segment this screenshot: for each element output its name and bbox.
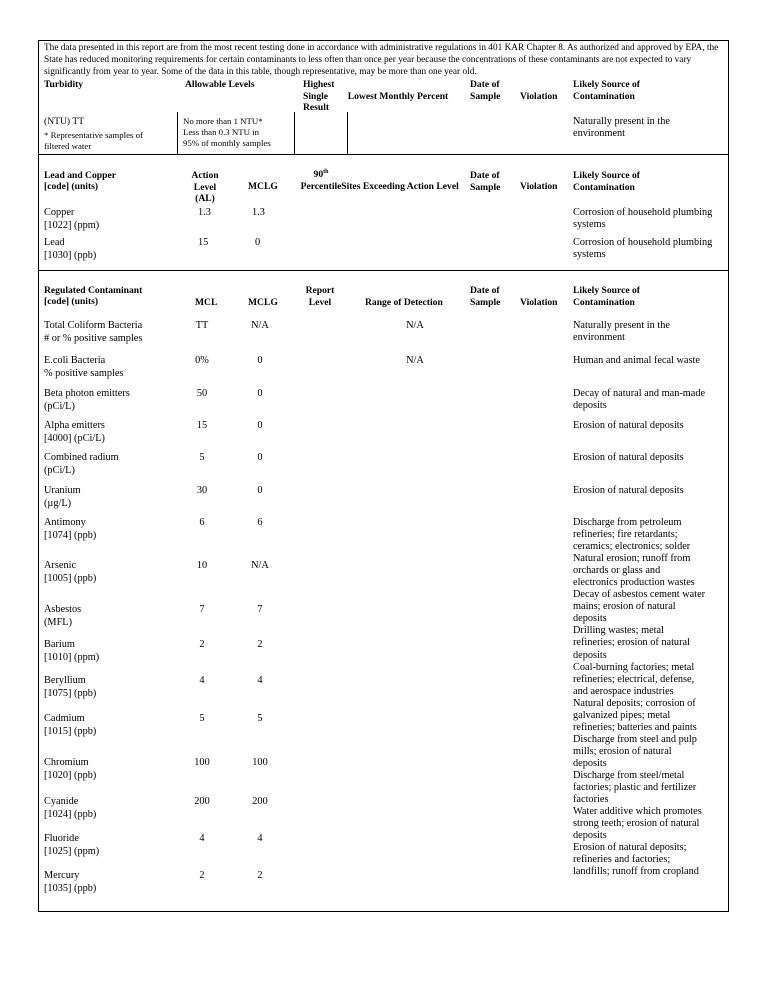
row-contaminant-name: Total Coliform Bacteria: [44, 320, 143, 331]
lc-copper-name-2: [1022] (ppm): [44, 220, 100, 231]
row-mclg: 0: [257, 388, 263, 399]
source-line: deposits: [573, 649, 607, 661]
row-source: Erosion of natural deposits: [573, 485, 684, 496]
source-line: Discharge from steel/metal: [573, 769, 685, 781]
row-contaminant-name: Fluoride: [44, 833, 79, 844]
row-contaminant-code: % positive samples: [44, 368, 124, 379]
row-mcl: 6: [199, 517, 205, 528]
lc-lead-source: Corrosion of household plumbing systems: [573, 237, 713, 261]
row-mcl: 4: [199, 833, 205, 844]
row-contaminant-name: E.coli Bacteria: [44, 355, 106, 366]
row-contaminant-code: [1074] (ppb): [44, 530, 97, 541]
row-mclg: 4: [257, 833, 263, 844]
source-line: landfills; runoff from cropland: [573, 866, 699, 878]
row-contaminant-name: Antimony: [44, 517, 86, 528]
row-source: Naturally present in the environment: [573, 320, 670, 344]
row-mcl: 5: [199, 713, 205, 724]
lc-copper-mclg: 1.3: [252, 207, 265, 218]
row-contaminant-code: [1024] (ppb): [44, 809, 97, 820]
row-mcl: TT: [195, 320, 209, 331]
row-mclg: 0: [257, 452, 263, 463]
intro-paragraph: The data presented in this report are from the most recent testing done in accordance with administrative regulations in 401 KAR Chapter 8. As authorized and approved by EPA, the State has reduced monitoring requirements for certain contaminants to less often than once per year because the concentrations of these contaminants are not expected to vary significantly from year to year. Some of the data in this table, though representative, may be more than one year old.: [44, 43, 719, 77]
row-mclg: N/A: [251, 560, 269, 571]
row-mclg: 5: [257, 713, 263, 724]
row-mcl: 30: [196, 485, 208, 496]
row-mclg: 200: [252, 796, 268, 807]
source-line: deposits: [573, 830, 607, 842]
source-line: mains; erosion of natural: [573, 601, 676, 613]
turbidity-row-name: (NTU) TT: [44, 116, 85, 127]
row-mcl: 50: [196, 388, 208, 399]
rc-mcl-header: MCL: [195, 297, 218, 308]
row-mclg: N/A: [251, 320, 269, 331]
lc-copper-name-1: Copper: [44, 207, 75, 218]
lc-name-header-2: [code] (units): [44, 181, 99, 192]
row-contaminant-code: (µg/L): [44, 498, 72, 509]
rc-name-header-1: Regulated Contaminant: [44, 285, 143, 296]
source-line: Water additive which promotes: [573, 806, 702, 818]
turbidity-allowable-2: Less than 0.3 NTU in: [183, 127, 259, 137]
metals-source-column: [573, 517, 723, 878]
row-mcl: 4: [199, 675, 205, 686]
row-contaminant-name: Beryllium: [44, 675, 86, 686]
lc-percentile-header: 90th Percentile: [300, 168, 342, 192]
row-mclg: 6: [257, 517, 263, 528]
lc-date-header: Date of Sample: [470, 170, 501, 193]
row-mcl: 100: [194, 757, 210, 768]
row-contaminant-code: [1025] (ppm): [44, 846, 100, 857]
row-contaminant-code: [1035] (ppb): [44, 883, 97, 894]
row-mclg: 0: [257, 485, 263, 496]
lc-lead-name-2: [1030] (ppb): [44, 250, 97, 261]
source-line: strong teeth; erosion of natural: [573, 818, 700, 830]
rc-mclg-header: MCLG: [248, 297, 278, 308]
row-contaminant-code: [4000] (pCi/L): [44, 433, 105, 444]
row-mcl: 2: [199, 639, 205, 650]
row-mcl: 5: [199, 452, 205, 463]
row-contaminant-name: Combined radium: [44, 452, 119, 463]
row-range: N/A: [406, 320, 424, 331]
row-mcl: 7: [199, 604, 205, 615]
row-contaminant-name: Arsenic: [44, 560, 77, 571]
source-line: Drilling wastes; metal: [573, 625, 664, 637]
lc-sites-header: Sites Exceeding Action Level: [341, 181, 459, 192]
lc-lead-mclg: 0: [255, 237, 261, 248]
rc-range-header: Range of Detection: [365, 297, 443, 308]
source-line: Discharge from steel and pulp: [573, 733, 697, 745]
source-line: factories; plastic and fertilizer: [573, 782, 697, 794]
row-contaminant-name: Chromium: [44, 757, 89, 768]
turbidity-allowable-3: 95% of monthly samples: [183, 138, 271, 148]
rc-report-header: Report Level: [305, 285, 335, 308]
row-mcl: 2: [199, 870, 205, 881]
section-divider: [38, 154, 729, 155]
row-contaminant-code: [1005] (ppb): [44, 573, 97, 584]
row-source: Erosion of natural deposits: [573, 452, 684, 463]
source-line: refineries; batteries and paints: [573, 721, 697, 733]
lc-source-header: Likely Source of Contamination: [573, 170, 640, 193]
rc-source-header: Likely Source of Contamination: [573, 285, 640, 308]
row-contaminant-code: (pCi/L): [44, 401, 75, 412]
row-contaminant-code: [1075] (ppb): [44, 688, 97, 699]
lc-al-header: Action Level (AL): [191, 170, 219, 204]
rc-violation-header: Violation: [520, 297, 558, 308]
row-mcl: 10: [196, 560, 208, 571]
row-mclg: 2: [257, 639, 263, 650]
row-source: Decay of natural and man-made deposits: [573, 388, 706, 412]
allowable-header: Allowable Levels: [185, 79, 255, 90]
row-contaminant-name: Cadmium: [44, 713, 85, 724]
row-mcl: 0%: [195, 355, 209, 366]
row-contaminant-name: Uranium: [44, 485, 81, 496]
lowest-monthly-header: Lowest Monthly Percent: [347, 91, 449, 102]
row-source: Erosion of natural deposits: [573, 420, 684, 431]
turbidity-violation-header: Violation: [520, 91, 558, 102]
row-mcl: 200: [194, 796, 210, 807]
source-line: ceramics; electronics; solder: [573, 541, 691, 553]
turbidity-source: Naturally present in the environment: [573, 116, 670, 140]
source-line: Natural deposits; corrosion of: [573, 697, 696, 709]
row-mcl: 15: [196, 420, 208, 431]
row-contaminant-name: Asbestos: [44, 604, 82, 615]
row-contaminant-name: Cyanide: [44, 796, 79, 807]
row-contaminant-code: (MFL): [44, 617, 73, 628]
source-line: refineries; fire retardants;: [573, 529, 678, 541]
source-line: Decay of asbestos cement water: [573, 589, 706, 601]
turbidity-date-header: Date of Sample: [470, 79, 501, 102]
row-range: N/A: [406, 355, 424, 366]
turbidity-divider: [347, 112, 348, 154]
row-source: Human and animal fecal waste: [573, 355, 700, 366]
row-mclg: 4: [257, 675, 263, 686]
row-mclg: 2: [257, 870, 263, 881]
row-mclg: 0: [257, 355, 263, 366]
source-line: Discharge from petroleum: [573, 517, 682, 528]
row-contaminant-code: [1020] (ppb): [44, 770, 97, 781]
row-mclg: 0: [257, 420, 263, 431]
source-line: Coal-burning factories; metal: [573, 661, 695, 673]
turbidity-header: Turbidity: [44, 79, 84, 90]
source-line: deposits: [573, 757, 607, 769]
source-line: factories: [573, 794, 609, 806]
source-line: orchards or glass and: [573, 565, 661, 577]
lc-mclg-header: MCLG: [248, 181, 278, 192]
lc-lead-al: 15: [198, 237, 209, 248]
section-divider: [38, 270, 729, 271]
lc-name-header-1: Lead and Copper: [44, 170, 116, 181]
row-contaminant-code: # or % positive samples: [44, 333, 143, 344]
row-contaminant-name: Alpha emitters: [44, 420, 105, 431]
highest-result-header: Highest Single Result: [303, 79, 335, 113]
lc-violation-header: Violation: [520, 181, 558, 192]
turbidity-source-header: Likely Source of Contamination: [573, 79, 640, 102]
row-contaminant-code: [1010] (ppm): [44, 652, 100, 663]
source-line: mills; erosion of natural: [573, 745, 672, 757]
source-line: refineries and factories;: [573, 854, 671, 866]
rc-date-header: Date of Sample: [470, 285, 501, 308]
source-line: deposits: [573, 613, 607, 625]
row-contaminant-name: Beta photon emitters: [44, 388, 130, 399]
lc-copper-al: 1.3: [198, 207, 211, 218]
lc-copper-source: Corrosion of household plumbing systems: [573, 207, 713, 231]
source-line: refineries; erosion of natural: [573, 637, 690, 649]
source-line: Natural erosion; runoff from: [573, 553, 691, 565]
row-contaminant-code: [1015] (ppb): [44, 726, 97, 737]
turbidity-row-note: * Representative samples of filtered water: [44, 130, 143, 151]
turbidity-allowable-1: No more than 1 NTU*: [183, 116, 263, 126]
row-contaminant-name: Mercury: [44, 870, 80, 881]
source-line: electronics production wastes: [573, 577, 695, 589]
row-contaminant-name: Barium: [44, 639, 75, 650]
rc-name-header-2: [code] (units): [44, 296, 99, 307]
row-mclg: 7: [257, 604, 263, 615]
source-line: refineries; electrical, defense,: [573, 673, 695, 685]
source-line: Erosion of natural deposits;: [573, 842, 687, 854]
source-line: galvanized pipes; metal: [573, 709, 671, 721]
row-contaminant-code: (pCi/L): [44, 465, 75, 476]
lc-lead-name-1: Lead: [44, 237, 65, 248]
turbidity-divider: [294, 112, 295, 154]
turbidity-divider: [177, 112, 178, 154]
source-line: and aerospace industries: [573, 685, 674, 697]
row-mclg: 100: [252, 757, 268, 768]
